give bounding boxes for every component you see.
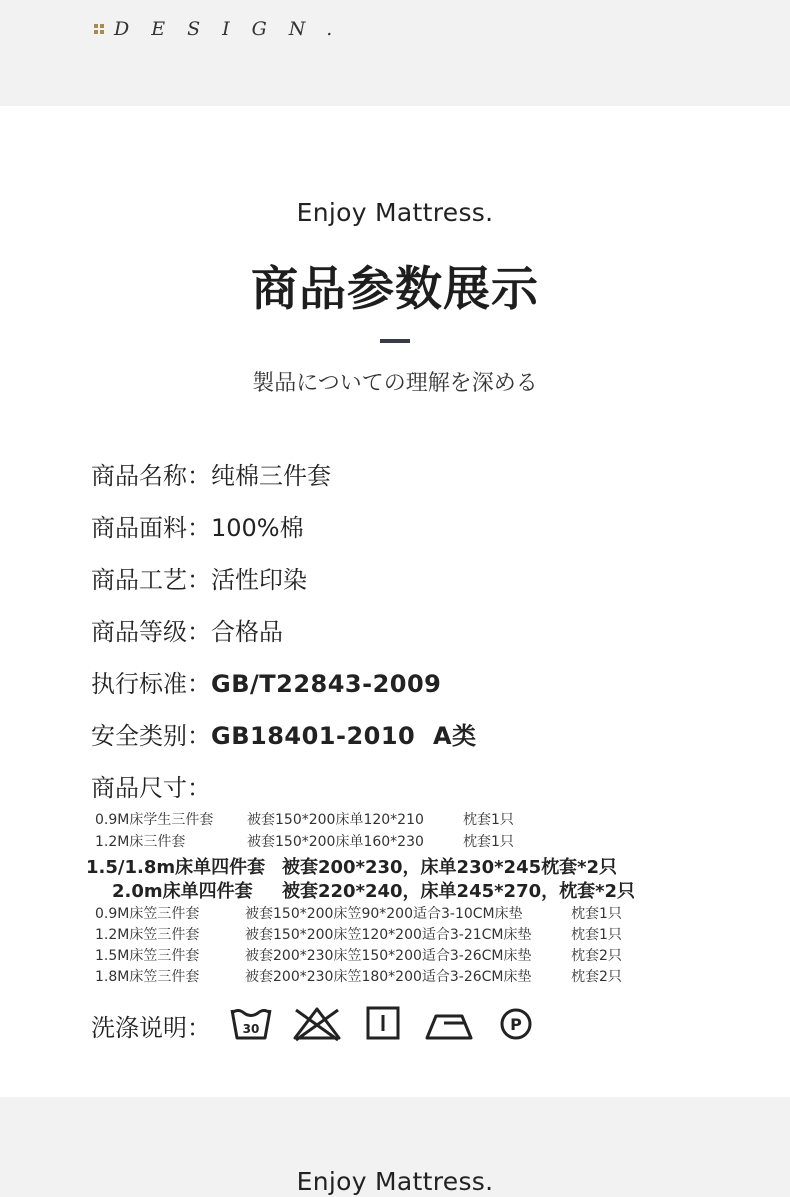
size-set: 0.9M床笠三件套 [95, 906, 200, 922]
size-row [95, 903, 655, 921]
spec-value: 活性印染 [211, 566, 307, 594]
title-divider [380, 339, 410, 343]
size-set: 2.0m床单四件套 [112, 881, 253, 902]
spec-label: 执行标准： [91, 670, 211, 698]
size-row [95, 831, 655, 849]
size-row [95, 924, 655, 942]
section-eyebrow: Enjoy Mattress. [296, 198, 494, 227]
spec-row-grade [91, 612, 283, 647]
size-pillow: 枕套1只 [571, 927, 622, 943]
dry-clean-letter: P [510, 1015, 522, 1034]
size-spec: 被套150*200床笠120*200适合3-21CM床垫 [245, 927, 532, 943]
size-spec: 被套200*230床笠180*200适合3-26CM床垫 [245, 969, 532, 985]
size-pillow: 枕套1只 [463, 812, 514, 828]
size-pillow: 枕套2只 [571, 948, 622, 964]
size-spec: 被套220*240，床单245*270，枕套*2只 [282, 881, 636, 902]
size-row [86, 853, 666, 878]
size-set: 1.8M床笠三件套 [95, 969, 200, 985]
design-brand-mark [94, 18, 354, 40]
line-dry-icon [365, 1004, 401, 1044]
size-set: 0.9M床学生三件套 [95, 812, 214, 828]
size-spec: 被套150*200床单120*210 [247, 812, 424, 828]
no-bleach-icon [292, 1004, 342, 1044]
size-set: 1.5/1.8m床单四件套 [86, 857, 266, 878]
size-pillow: 枕套1只 [463, 834, 514, 850]
dots-icon [94, 24, 104, 34]
page-title: 商品参数展示 [251, 262, 539, 317]
spec-label: 商品工艺： [91, 566, 211, 594]
care-label: 洗涤说明： [91, 1014, 211, 1042]
spec-row-safety [91, 716, 477, 751]
design-text: DESIGN. [114, 18, 355, 40]
size-set: 1.5M床笠三件套 [95, 948, 200, 964]
spec-row-standard [91, 664, 441, 699]
wash-temp: 30 [242, 1022, 260, 1036]
size-set: 1.2M床三件套 [95, 834, 186, 850]
size-spec: 被套150*200床单160*230 [247, 834, 424, 850]
spec-row-craft [91, 560, 307, 595]
size-spec: 被套200*230，床单230*245枕套*2只 [282, 857, 618, 878]
spec-row-name [91, 456, 331, 491]
spec-row-fabric [91, 508, 304, 543]
size-spec: 被套150*200床笠90*200适合3-10CM床垫 [245, 906, 523, 922]
size-pillow: 枕套1只 [571, 906, 622, 922]
size-row [86, 877, 666, 902]
wash-30-icon [229, 1004, 273, 1044]
care-label-row [91, 1008, 211, 1043]
page-subtitle: 製品についての理解を深める [252, 371, 538, 396]
spec-value: GB/T22843-2009 [211, 670, 442, 698]
size-spec: 被套200*230床笠150*200适合3-26CM床垫 [245, 948, 532, 964]
spec-label: 安全类别： [91, 722, 211, 750]
spec-label: 商品面料： [91, 514, 211, 542]
size-row [95, 966, 655, 984]
top-band [0, 0, 790, 106]
spec-label: 商品尺寸： [91, 774, 211, 802]
size-set: 1.2M床笠三件套 [95, 927, 200, 943]
dry-clean-p-icon [499, 1004, 533, 1044]
size-row [95, 809, 655, 827]
iron-low-icon [424, 1004, 474, 1044]
spec-value: 纯棉三件套 [211, 462, 331, 490]
footer-eyebrow: Enjoy Mattress. [296, 1167, 494, 1196]
spec-label: 商品名称： [91, 462, 211, 490]
spec-row-size-label [91, 768, 211, 803]
size-row [95, 945, 655, 963]
spec-value: GB18401-2010 A类 [211, 722, 477, 750]
size-pillow: 枕套2只 [571, 969, 622, 985]
spec-value: 100%棉 [211, 514, 304, 542]
spec-label: 商品等级： [91, 618, 211, 646]
spec-value: 合格品 [211, 618, 283, 646]
